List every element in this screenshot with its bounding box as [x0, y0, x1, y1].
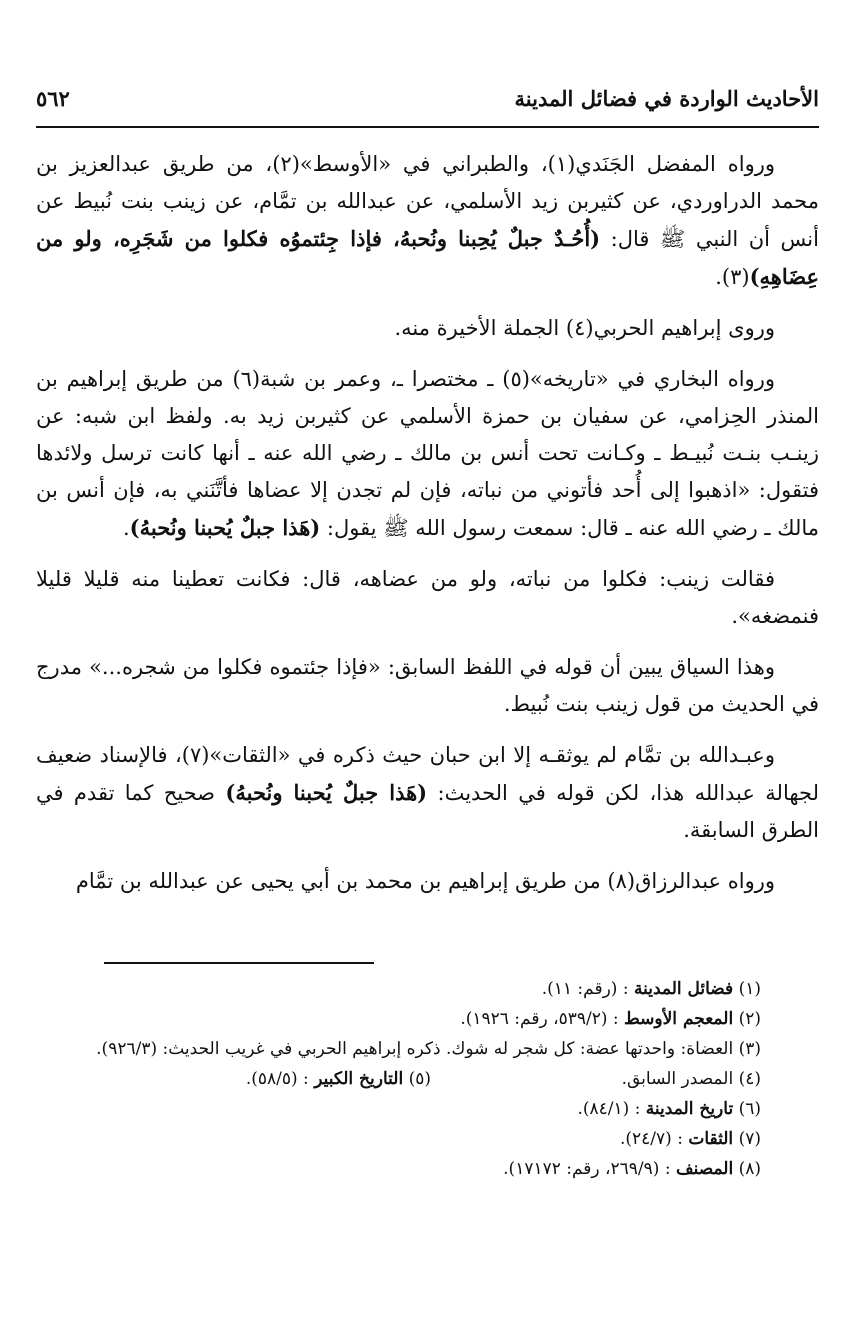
page-number: ٥٦٢ — [36, 86, 70, 111]
footnote-item — [36, 1154, 819, 1184]
paragraph-text: ورواه البخاري في «تاريخه»(٥) ـ مختصرا ـ، وعمر بن شبة(٦) من طريق إبراهيم بن المنذر الحِزامي، عن سفيان بن حمزة الأسلمي عن كثيربن زيد به. ولفظ ابن شبه: عن زينـب بنـت نُبيـط ـ وكـانت تحت أنس بن مالك ـ رضي الله عنه ـ أنها كانت ترسل ولائدها فتقول: «اذهبوا إلى أُحد فأتوني من نباته، فإن لم تجدن إلا عضاها فأتَّنَني به، فإن أنس بن مالك ـ رضي الله عنه ـ قال: سمعت رسول الله ﷺ يقول: — [36, 367, 819, 540]
footnote-text: المصدر السابق. — [621, 1069, 734, 1089]
paragraph: فقالت زينب: فكلوا من نباته، ولو من عضاهه، قال: فكانت تعطينا منه قليلا قليلا فنمضغه». — [36, 567, 819, 628]
running-title: الأحاديث الواردة في فضائل المدينة — [514, 86, 819, 111]
footnote-text: : (رقم: ١١). — [541, 979, 629, 999]
footnote-number: (٢) — [738, 1009, 761, 1029]
paragraph — [36, 737, 819, 849]
footnotes — [36, 974, 819, 1184]
paragraph-text: ورواه المفضل الجَنَدي(١)، والطبراني في «الأوسط»(٢)، من طريق عبدالعزيز بن محمد الدراوردي، عن كثيربن زيد الأسلمي، عن عبدالله بن تمَّام، عن زينب بنت نُبيط عن أنس أن النبي ﷺ قال: — [36, 152, 819, 251]
footnote-number: (٨) — [738, 1159, 761, 1179]
footnote-item — [431, 1064, 761, 1094]
footnote-divider — [104, 962, 374, 964]
hadith-quote: (هَذا جبلٌ يُحبنا ونُحبهُ) — [129, 515, 321, 540]
footnote-item — [36, 1004, 819, 1034]
footnote-text: : (٨٤/١). — [577, 1099, 641, 1119]
footnote-text: العضاة: واحدتها عضة: كل شجر له شوك. ذكره إبراهيم الحربي في غريب الحديث: (٩٢٦/٣). — [96, 1039, 734, 1059]
paragraph-text: (٣). — [715, 265, 750, 289]
footnote-number: (٥) — [408, 1069, 431, 1089]
footnote-source: فضائل المدينة — [633, 979, 734, 999]
footnote-item — [36, 974, 819, 1004]
paragraph-text: وعبـدالله بن تمَّام لم يوثقـه إلا ابن حبان حيث ذكره في «الثقات»(٧)، فالإسناد ضعيف لجهالة عبدالله هذا، لكن قوله في الحديث: — [36, 743, 819, 805]
footnote-source: المصنف — [675, 1159, 734, 1179]
paragraph-text: صحيح كما تقدم في الطرق السابقة. — [36, 781, 819, 842]
paragraph — [36, 146, 819, 296]
footnote-source: الثقات — [688, 1129, 734, 1149]
footnote-item — [36, 1124, 819, 1154]
main-text — [36, 146, 819, 914]
page-header — [36, 80, 819, 124]
footnote-row — [36, 1064, 819, 1094]
footnote-number: (٦) — [738, 1099, 761, 1119]
footnote-source: المعجم الأوسط — [624, 1009, 734, 1029]
paragraph-text: . — [122, 516, 130, 540]
footnote-item — [36, 1094, 819, 1124]
footnote-number: (١) — [738, 979, 761, 999]
paragraph: وروى إبراهيم الحربي(٤) الجملة الأخيرة منه. — [394, 316, 775, 340]
header-divider — [36, 126, 819, 128]
footnote-text: : (٥٣٩/٢، رقم: ١٩٢٦). — [460, 1009, 619, 1029]
footnote-text: : (٢٤/٧). — [620, 1129, 683, 1149]
paragraph: وهذا السياق يبين أن قوله في اللفظ السابق: «فإذا جئتموه فكلوا من شجره...» مدرج في الحديث من قول زينب بنت نُبيط. — [36, 655, 819, 716]
paragraph: ورواه عبدالرزاق(٨) من طريق إبراهيم بن محمد بن أبي يحيى عن عبدالله بن تمَّام — [75, 869, 775, 893]
footnote-number: (٤) — [738, 1069, 761, 1089]
footnote-number: (٧) — [738, 1129, 761, 1149]
footnote-number: (٣) — [738, 1039, 761, 1059]
footnote-source: تاريخ المدينة — [645, 1099, 734, 1119]
footnote-text: : (٢٦٩/٩، رقم: ١٧١٧٢). — [503, 1159, 671, 1179]
footnote-source: التاريخ الكبير — [314, 1069, 404, 1089]
footnote-text: : (٥٨/٥). — [245, 1069, 309, 1089]
hadith-quote: (هَذا جبلٌ يُحبنا ونُحبهُ) — [225, 780, 428, 805]
hadith-quote: (أُحُـدٌ جبلٌ يُحِبنا ونُحبهُ، فإذا جِئتموُه فكلوا من شَجَرِه، ولو من عِضَاهِهِ) — [36, 226, 819, 289]
footnote-item — [36, 1034, 819, 1064]
paragraph — [36, 361, 819, 547]
footnote-item — [101, 1064, 431, 1094]
